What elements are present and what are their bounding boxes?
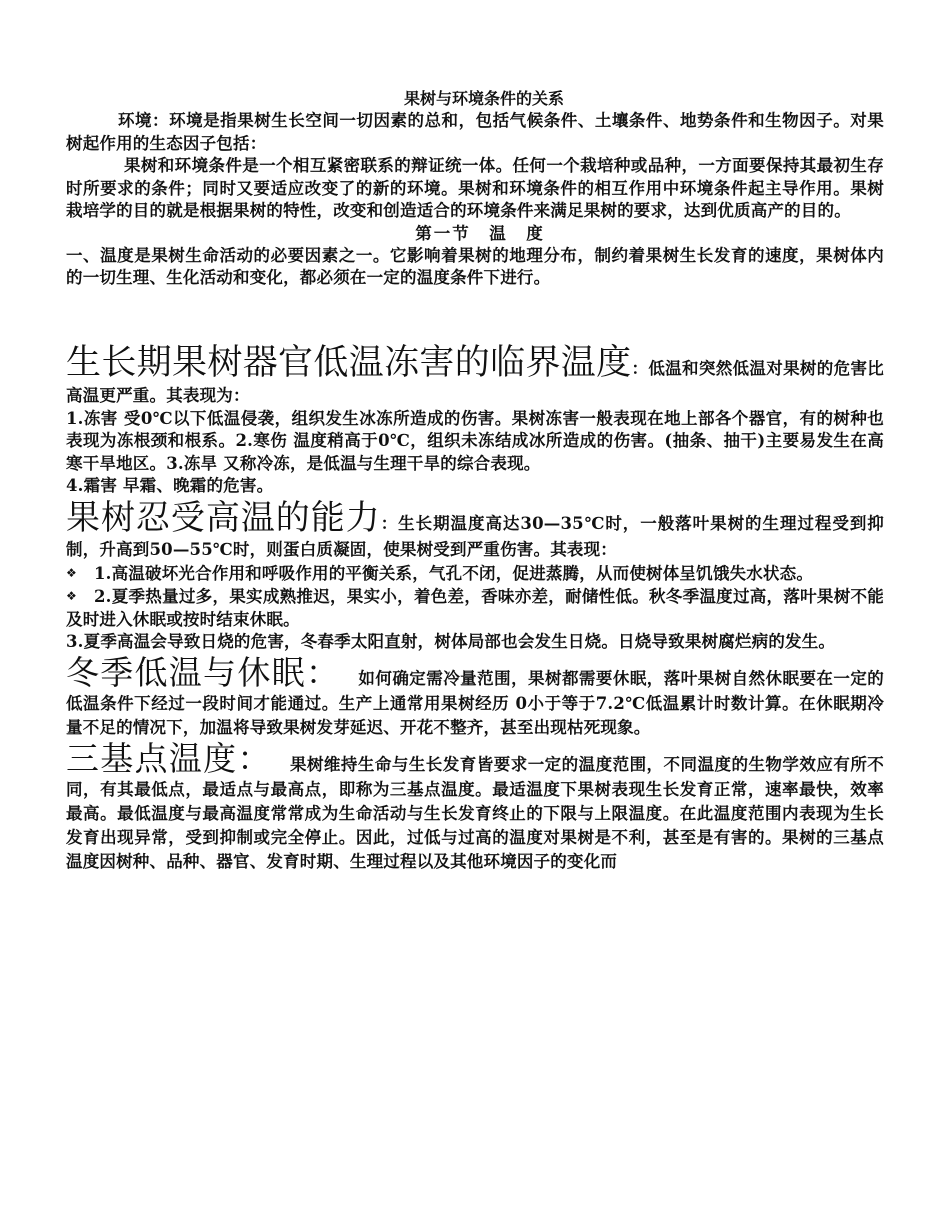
document-page bbox=[66, 88, 884, 874]
heat-item-3: 3.夏季高温会导致日烧的危害，冬春季太阳直射，树体局部也会发生日烧。日烧导致果树腐烂病的发生。 bbox=[66, 632, 836, 651]
cold-damage-item-4: 4.霜害 早霜、晚霜的危害。 bbox=[66, 476, 274, 495]
heat-bullet-2-text: 2.夏季热量过多，果实成熟推迟，果实小，着色差，香味亦差，耐储性低。秋冬季温度过高，落叶果树不能及时进入休眠或按时结束休眠。 bbox=[66, 587, 884, 629]
cold-damage-paragraph bbox=[66, 342, 884, 408]
heat-bullet-1 bbox=[66, 562, 884, 586]
cold-damage-heading: 生长期果树器官低温冻害的临界温度 bbox=[66, 342, 632, 383]
document-title: 果树与环境条件的关系 bbox=[403, 89, 564, 108]
spacer bbox=[66, 290, 884, 342]
relation-paragraph: 果树和环境条件是一个相互紧密联系的辩证统一体。任何一个栽培种或品种，一方面要保持其最初生存时所要求的条件；同时又要适应改变了的新的环境。果树和环境条件的相互作用中环境条件起主导作用。果树栽培学的目的就是根据果树的特性，改变和创造适合的环境条件来满足果树的要求，达到优质高产的目的。 bbox=[66, 156, 884, 220]
three-points-heading: 三基点温度： bbox=[66, 738, 272, 778]
heat-tolerance-heading: 果树忍受高温的能力 bbox=[66, 497, 381, 538]
temperature-point-1: 一、温度是果树生命活动的必要因素之一。它影响着果树的地理分布，制约着果树生长发育的速度，果树体内的一切生理、生化活动和变化，都必须在一定的温度条件下进行。 bbox=[66, 245, 884, 287]
section-title: 第一节 温 度 bbox=[415, 223, 545, 243]
cold-damage-items: 1.冻害 受0℃以下低温侵袭，组织发生冰冻所造成的伤害。果树冻害一般表现在地上部各个器官，有的树种也表现为冻根颈和根系。2.寒伤 温度稍高于0℃，组织未冻结成冰所造成的伤害。(抽条、抽干)主要易发生在高寒干旱地区。3.冻旱 又称冷冻，是低温与生理干旱的综合表现。 bbox=[66, 408, 884, 473]
three-points-paragraph bbox=[66, 740, 884, 874]
winter-dormancy-paragraph bbox=[66, 654, 884, 740]
heat-tolerance-paragraph bbox=[66, 498, 884, 562]
diamond-bullet-icon: ❖ bbox=[66, 589, 77, 603]
heat-tolerance-intro: ：生长期温度高达30—35℃时，一般落叶果树的生理过程受到抑制，升高到50—55℃时，则蛋白质凝固，使果树受到严重伤害。其表现： bbox=[66, 513, 884, 559]
intro-paragraph: 环境：环境是指果树生长空间一切因素的总和，包括气候条件、土壤条件、地势条件和生物因子。对果树起作用的生态因子包括： bbox=[66, 111, 884, 153]
winter-dormancy-text: 如何确定需冷量范围，果树都需要休眠，落叶果树自然休眠要在一定的低温条件下经过一段时间才能通过。生产上通常用果树经历 0小于等于7.2℃低温累计时数计算。在休眠期冷量不足的情况下，加温将导致果树发芽延迟、开花不整齐，甚至出现枯死现象。 bbox=[66, 668, 885, 737]
heat-bullet-1-text: 1.高温破坏光合作用和呼吸作用的平衡关系，气孔不闭，促进蒸腾，从而使树体呈饥饿失水状态。 bbox=[94, 563, 814, 583]
diamond-bullet-icon: ❖ bbox=[66, 565, 77, 580]
winter-dormancy-heading: 冬季低温与休眠： bbox=[66, 652, 341, 692]
three-points-text: 果树维持生命与生长发育皆要求一定的温度范围，不同温度的生物学效应有所不同，有其最低点，最适点与最高点，即称为三基点温度。最适温度下果树表现生长发育正常，速率最快，效率最高。最低温度与最高温度常常成为生命活动与生长发育终止的下限与上限温度。在此温度范围内表现为生长发育出现异常，受到抑制或完全停止。因此，过低与过高的温度对果树是不利，甚至是有害的。果树的三基点温度因树种、品种、器官、发育时期、生理过程以及其他环境因子的变化而 bbox=[66, 754, 885, 871]
heat-bullet-2 bbox=[66, 585, 884, 631]
cold-damage-intro: ：低温和突然低温对果树的危害比高温更严重。其表现为： bbox=[66, 358, 885, 405]
